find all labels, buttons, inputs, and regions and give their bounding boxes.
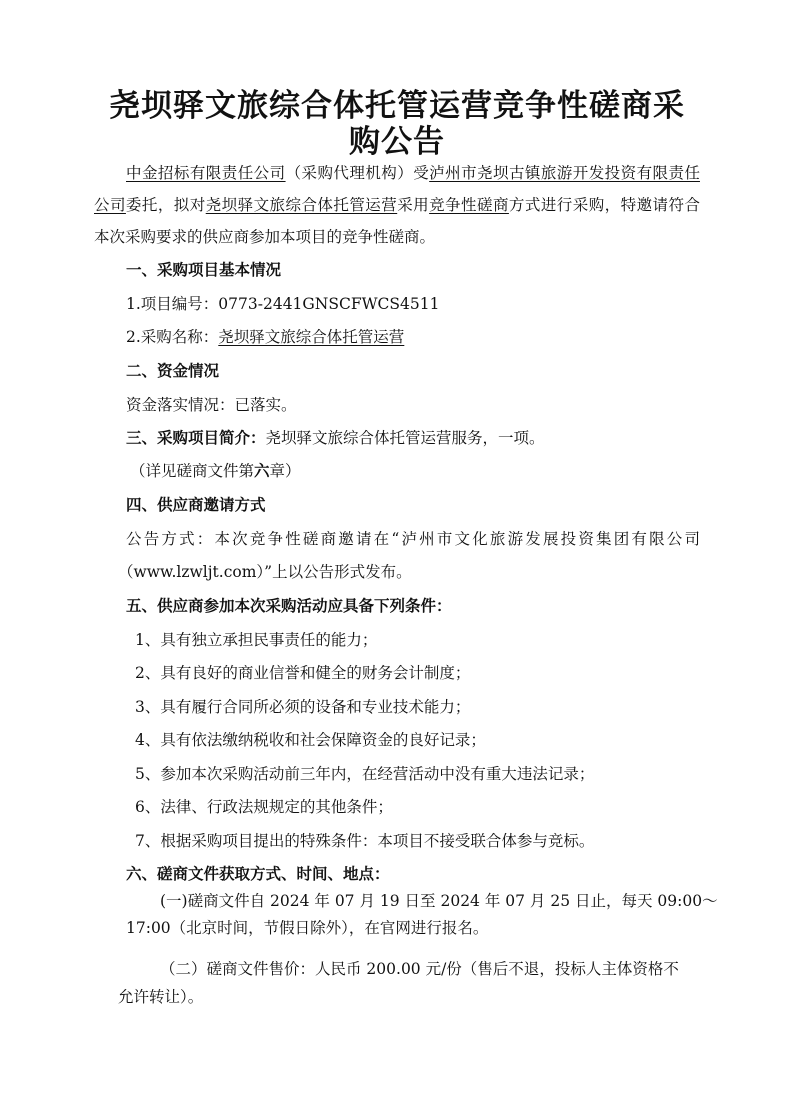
intro-line-3: 本次采购要求的供应商参加本项目的竞争性磋商。 xyxy=(94,228,436,246)
condition-item: 7、根据采购项目提出的特殊条件：本项目不接受联合体参与竞标。 xyxy=(135,832,595,850)
document-title-line2: 购公告 xyxy=(349,124,445,160)
intro-text-1: （采购代理机构）受 xyxy=(285,164,430,182)
condition-item: 6、法律、行政法规规定的其他条件； xyxy=(135,798,393,816)
agency-name: 中金招标有限责任公司 xyxy=(126,164,286,182)
condition-item: 5、参加本次采购活动前三年内，在经营活动中没有重大违法记录； xyxy=(135,765,595,783)
intro-text-4: 方式进行采购，特邀请符合 xyxy=(508,196,700,214)
detail-text-c: 章） xyxy=(269,462,301,480)
condition-item: 1、具有独立承担民事责任的能力； xyxy=(135,631,378,649)
procurement-name-label: 2.采购名称： xyxy=(126,328,219,346)
condition-item: 3、具有履行合同所必须的设备和专业技术能力； xyxy=(135,698,471,716)
section-5-heading: 五、供应商参加本次采购活动应具备下列条件： xyxy=(126,596,452,615)
intro-line-2 xyxy=(94,195,700,215)
section-1-heading: 一、采购项目基本情况 xyxy=(126,260,282,279)
chapter-number: 六 xyxy=(254,461,270,480)
section-3-heading: 三、采购项目简介： xyxy=(126,428,266,447)
project-summary: 尧坝驿文旅综合体托管运营服务，一项。 xyxy=(265,429,545,447)
section-3-line xyxy=(126,428,545,448)
document-title-line1: 尧坝驿文旅综合体托管运营竞争性磋商采 xyxy=(109,88,685,124)
purchaser-name-a: 泸州市尧坝古镇旅游开发投资有限责任 xyxy=(429,164,700,182)
announcement-method-line2: （www.lzwljt.com）”上以公告形式发布。 xyxy=(118,563,412,581)
section-4-heading: 四、供应商邀请方式 xyxy=(126,495,266,514)
announcement-method-line1: 公告方式：本次竞争性磋商邀请在“泸州市文化旅游发展投资集团有限公司 xyxy=(126,530,700,548)
document-period-line1: (一)磋商文件自 2024 年 07 月 19 日至 2024 年 07 月 25 日止，每天 09:00～ xyxy=(160,892,718,910)
section-3-detail xyxy=(130,461,301,481)
condition-item: 2、具有良好的商业信誉和健全的财务会计制度； xyxy=(135,664,471,682)
condition-item: 4、具有依法缴纳税收和社会保障资金的良好记录； xyxy=(135,731,486,749)
intro-text-3: 采用 xyxy=(397,196,430,214)
intro-text-2: 委托，拟对 xyxy=(125,196,206,214)
funding-status: 资金落实情况：已落实。 xyxy=(126,396,297,414)
document-period-line2: 17:00（北京时间，节假日除外），在官网进行报名。 xyxy=(126,919,489,937)
detail-text-a: （详见磋商文件第 xyxy=(130,462,255,480)
section-2-heading: 二、资金情况 xyxy=(126,361,220,380)
purchaser-name-b: 公司 xyxy=(94,196,126,214)
document-price-line1: （二）磋商文件售价：人民币 200.00 元/份（售后不退，投标人主体资格不 xyxy=(160,960,679,978)
procurement-method: 竞争性磋商 xyxy=(429,196,509,214)
intro-line-1 xyxy=(126,163,700,183)
project-name: 尧坝驿文旅综合体托管运营 xyxy=(205,196,398,214)
section-6-heading: 六、磋商文件获取方式、时间、地点： xyxy=(126,864,390,883)
procurement-name-line xyxy=(126,327,404,347)
procurement-name-value: 尧坝驿文旅综合体托管运营 xyxy=(218,328,405,346)
document-price-line2: 允许转让）。 xyxy=(118,988,204,1006)
project-number: 1.项目编号：0773-2441GNSCFWCS4511 xyxy=(126,295,440,313)
